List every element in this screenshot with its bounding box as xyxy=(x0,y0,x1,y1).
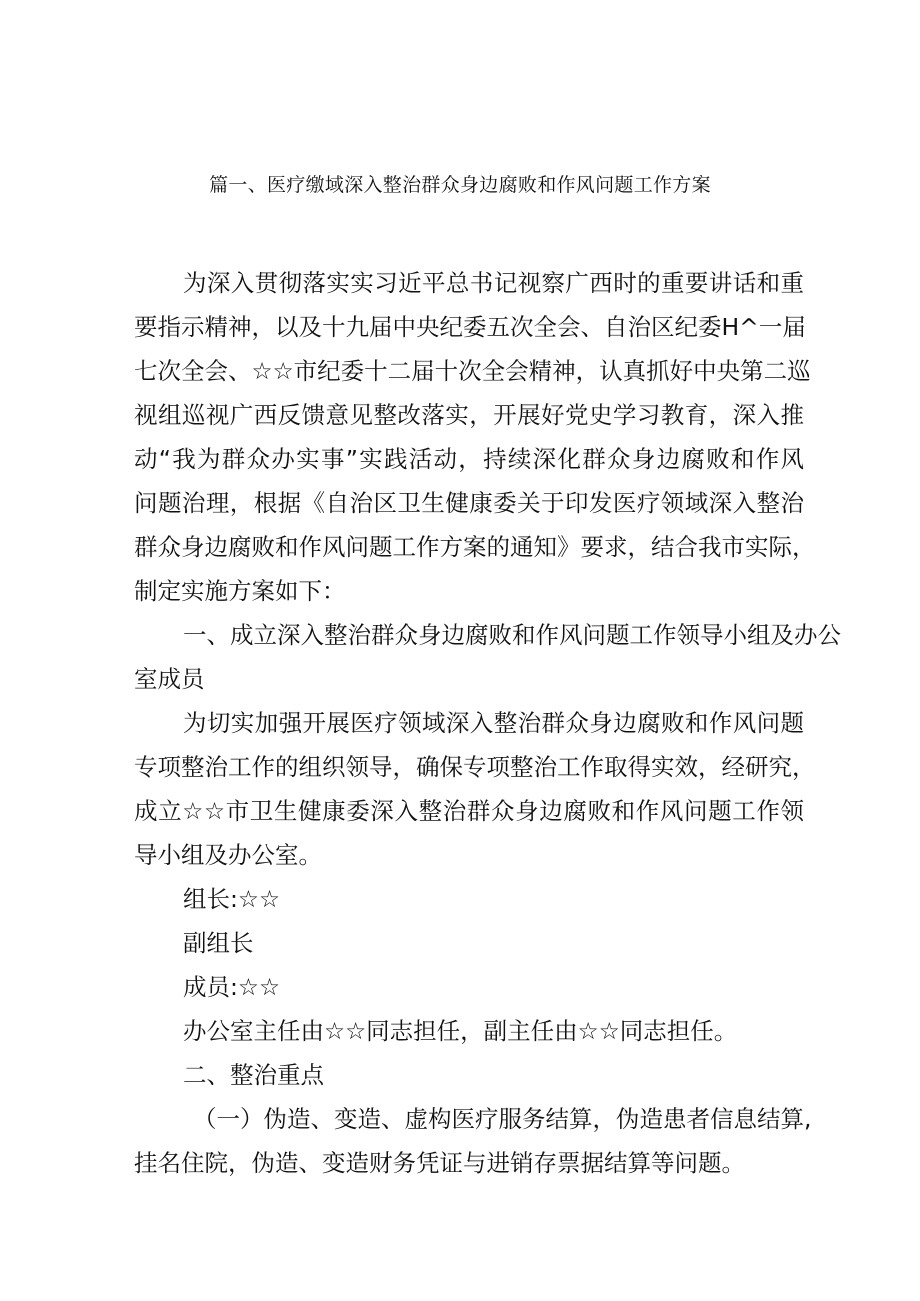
paragraph-line: 七次全会、☆☆市纪委十二届十次全会精神，认真抓好中央第二巡 xyxy=(134,357,811,385)
paragraph-line: 成立☆☆市卫生健康委深入整治群众身边腐败和作风问题工作领 xyxy=(134,797,804,825)
document-title: 篇一、医疗缴域深入整治群众身边腐败和作风问题工作方案 xyxy=(209,174,711,196)
paragraph-line: 问题治理，根据《自治区卫生健康委关于印发医疗领域深入整治 xyxy=(134,489,804,517)
deputy-leader-line: 副组长 xyxy=(183,929,254,957)
item-line: 挂名住院，伪造、变造财务凭证与进销存票据结算等问题。 xyxy=(134,1149,745,1177)
members-line: 成员:☆☆ xyxy=(183,973,281,1001)
heading-line: 室成员 xyxy=(134,665,205,693)
paragraph-line: 为切实加强开展医疗领域深入整治群众身边腐败和作风问题 xyxy=(183,709,804,737)
section-heading-2: 二、整治重点 xyxy=(183,1061,324,1089)
office-director-line: 办公室主任由☆☆同志担任，副主任由☆☆同志担任。 xyxy=(183,1017,738,1045)
paragraph-line: 为深入贯彻落实实习近平总书记视察广西时的重要讲话和重 xyxy=(183,269,804,297)
paragraph-line: 动“我为群众办实事”实践活动，持续深化群众身边腐败和作风 xyxy=(134,445,804,473)
heading-line: 一、成立深入整治群众身边腐败和作风问题工作领导小组及办公 xyxy=(183,621,841,649)
paragraph-line: 制定实施方案如下： xyxy=(134,577,346,605)
paragraph-line: 群众身边腐败和作风问题工作方案的通知》要求，结合我市实际， xyxy=(134,533,816,561)
leader-line: 组长:☆☆ xyxy=(183,885,281,913)
item-line: （一）伪造、变造、虚构医疗服务结算，伪造患者信息结算, xyxy=(193,1105,812,1133)
paragraph-line: 导小组及办公室。 xyxy=(134,841,322,869)
paragraph-line: 视组巡视广西反馈意见整改落实，开展好党史学习教育，深入推 xyxy=(134,401,804,429)
paragraph-line: 要指示精神，以及十九届中央纪委五次全会、自治区纪委H^一届 xyxy=(134,313,806,341)
paragraph-line: 专项整治工作的组织领导，确保专项整治工作取得实效，经研究， xyxy=(134,753,816,781)
